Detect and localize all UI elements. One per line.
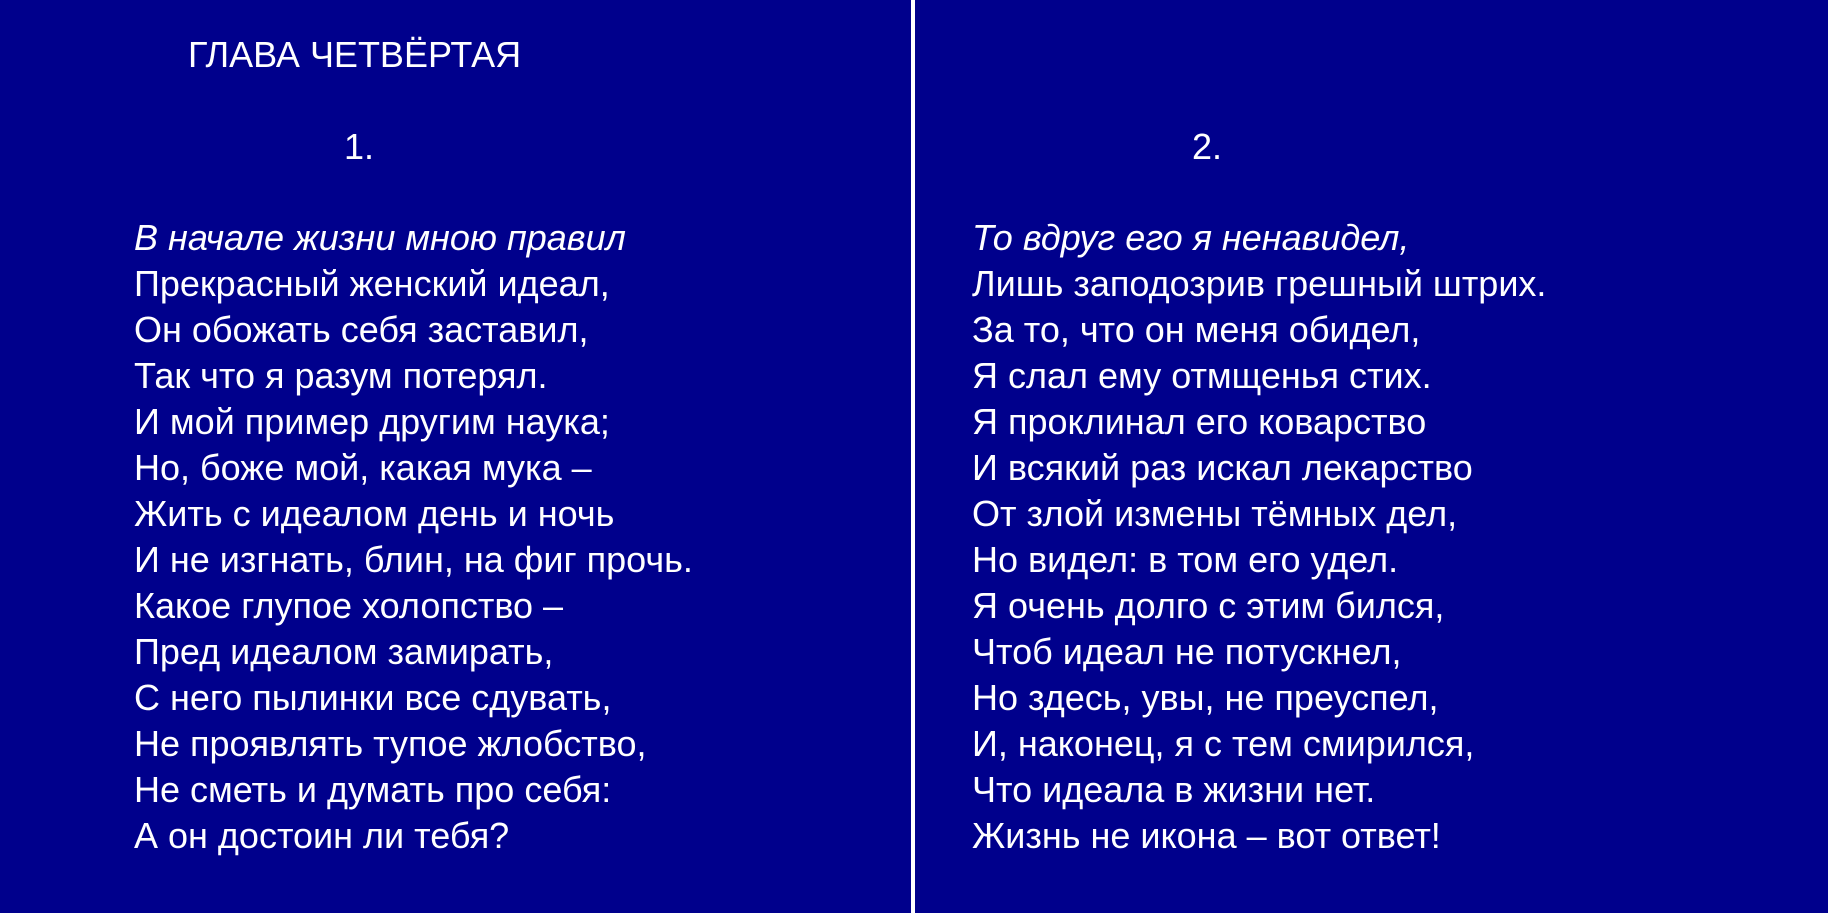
poem-line: В начале жизни мною правил xyxy=(134,217,626,258)
poem-line: То вдруг его я ненавидел, xyxy=(972,217,1410,258)
poem-line: С него пылинки все сдувать, xyxy=(134,677,612,718)
left-page xyxy=(0,0,911,913)
poem-line: И не изгнать, блин, на фиг прочь. xyxy=(134,539,693,580)
chapter-title: ГЛАВА ЧЕТВЁРТАЯ xyxy=(188,34,522,75)
poem-line: Чтоб идеал не потускнел, xyxy=(972,631,1402,672)
poem-line: Он обожать себя заставил, xyxy=(134,309,589,350)
poem-line: Но видел: в том его удел. xyxy=(972,539,1399,580)
poem-line: Лишь заподозрив грешный штрих. xyxy=(972,263,1547,304)
poem-line: И, наконец, я с тем смирился, xyxy=(972,723,1475,764)
stanza-number-1: 1. xyxy=(344,126,375,167)
poem-line: Что идеала в жизни нет. xyxy=(972,769,1376,810)
poem-line: Пред идеалом замирать, xyxy=(134,631,554,672)
poem-line: От злой измены тёмных дел, xyxy=(972,493,1458,534)
poem-line: Не сметь и думать про себя: xyxy=(134,769,612,810)
poem-line: Но здесь, увы, не преуспел, xyxy=(972,677,1439,718)
poem-line: Я проклинал его коварство xyxy=(972,401,1427,442)
poem-line: Я слал ему отмщенья стих. xyxy=(972,355,1432,396)
stanza-2 xyxy=(972,215,1546,859)
poem-line: И мой пример другим наука; xyxy=(134,401,610,442)
poem-line: И всякий раз искал лекарство xyxy=(972,447,1473,488)
poem-line: Жизнь не икона – вот ответ! xyxy=(972,815,1441,856)
right-page xyxy=(915,0,1828,913)
stanza-number-2: 2. xyxy=(1192,126,1223,167)
poem-line: Так что я разум потерял. xyxy=(134,355,548,396)
poem-line: Я очень долго с этим бился, xyxy=(972,585,1445,626)
stanza-1 xyxy=(134,215,693,859)
poem-line: Прекрасный женский идеал, xyxy=(134,263,610,304)
poem-line: Жить с идеалом день и ночь xyxy=(134,493,615,534)
poem-line: За то, что он меня обидел, xyxy=(972,309,1421,350)
poem-line: Какое глупое холопство – xyxy=(134,585,564,626)
poem-line: Не проявлять тупое жлобство, xyxy=(134,723,647,764)
poem-line: А он достоин ли тебя? xyxy=(134,815,510,856)
poem-line: Но, боже мой, какая мука – xyxy=(134,447,592,488)
